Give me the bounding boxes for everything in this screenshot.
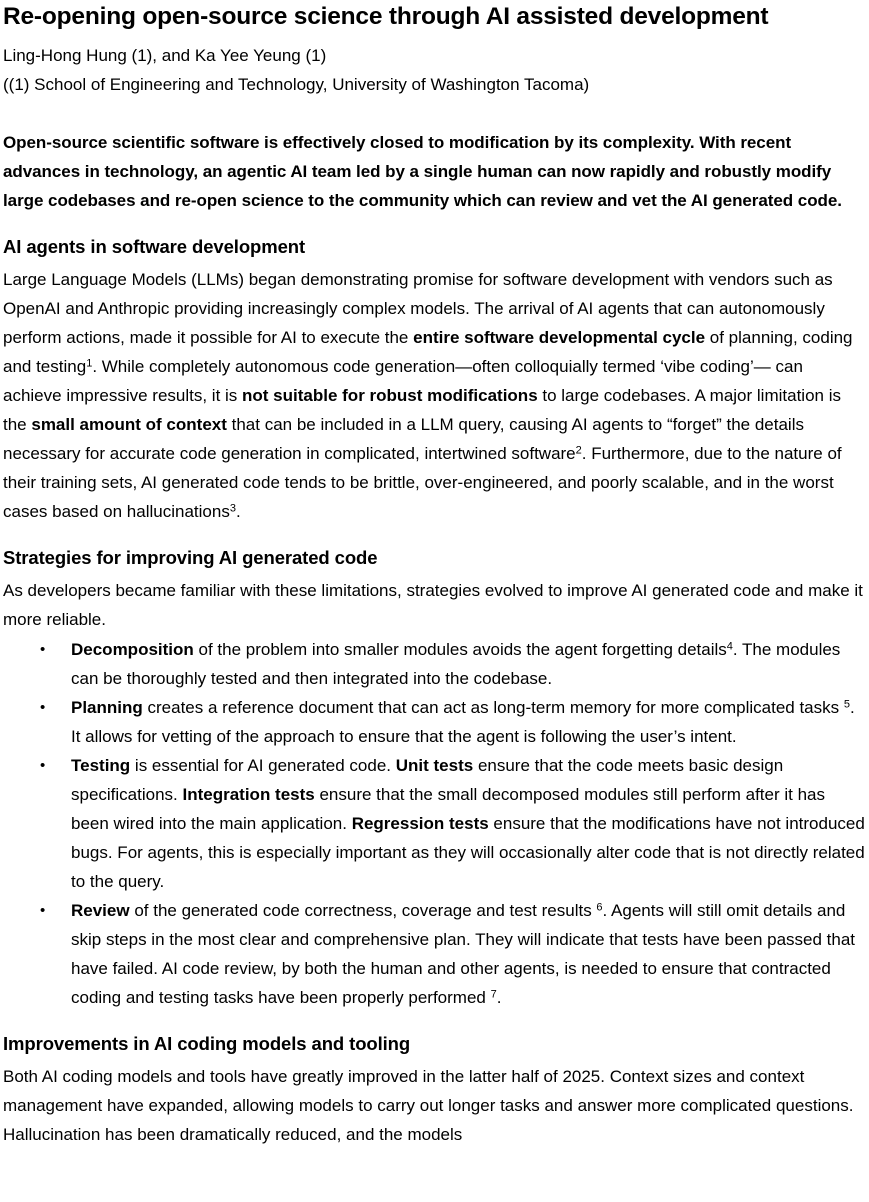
text-segment: . The modules can be thoroughly tested and then integrated into the codebase. [71, 640, 841, 688]
text-segment: . [496, 988, 502, 1007]
citation-marker-7: 7 [490, 988, 497, 1001]
text-segment: . It allows for vetting of the approach to ensure that the agent is following the user’s intent. [71, 698, 855, 746]
text-segment: of planning, coding and testing [3, 328, 853, 376]
emphasis-not-suitable: not suitable for robust modifications [242, 386, 538, 405]
text-segment: creates a reference document that can act as long-term memory for more complicated tasks [142, 698, 844, 717]
emphasis-planning: Planning [71, 698, 143, 717]
emphasis-integration-tests: Integration tests [182, 785, 315, 804]
emphasis-review: Review [71, 901, 130, 920]
paragraph-ai-agents [3, 265, 866, 526]
text-segment: of the generated code correctness, coverage and test results [129, 901, 597, 920]
text-segment: that can be included in a LLM query, causing AI agents to “forget” the details necessary for accurate code generation in complicated, intertwined software [3, 415, 804, 463]
text-segment: is essential for AI generated code. [130, 756, 396, 775]
citation-marker-6: 6 [596, 901, 603, 914]
text-segment: . While completely autonomous code generation—often colloquially termed ‘vibe coding’— can achieve impressive results, it is [3, 357, 803, 405]
text-segment: . Furthermore, due to the nature of their training sets, AI generated code tends to be brittle, over-engineered, and poorly scalable, and in the worst cases based on hallucinations [3, 444, 842, 521]
text-segment: . [235, 502, 241, 521]
bullet-point-icon: • [40, 902, 46, 919]
affiliation-line: ((1) School of Engineering and Technology, University of Washington Tacoma) [3, 75, 590, 94]
emphasis-unit-tests: Unit tests [395, 756, 474, 775]
text-segment: to large codebases. A major limitation is the [3, 386, 841, 434]
citation-marker-3: 3 [229, 502, 236, 515]
list-item [3, 751, 866, 896]
text-segment: ensure that the code meets basic design specifications. [71, 756, 784, 804]
section-heading-strategies: Strategies for improving AI generated code [3, 547, 378, 568]
emphasis-testing: Testing [71, 756, 131, 775]
citation-marker-1: 1 [86, 357, 93, 370]
page-title: Re-opening open-source science through AI assisted development [3, 3, 769, 30]
text-segment: of the problem into smaller modules avoids the agent forgetting details [193, 640, 727, 659]
list-item [3, 693, 866, 751]
emphasis-small-context: small amount of context [31, 415, 227, 434]
citation-marker-5: 5 [843, 698, 850, 711]
text-segment: ensure that the modifications have not introduced bugs. For agents, this is especially important as they will occasionally alter code that is not directly related to the query. [71, 814, 865, 891]
text-segment: . Agents will still omit details and skip steps in the most clear and comprehensive plan. They will indicate that tests have been passed that have failed. AI code review, by both the human and other agents, is needed to ensure that contracted coding and testing tasks have been properly performed [71, 901, 856, 1007]
list-item [3, 896, 866, 1012]
bullet-point-icon: • [40, 757, 46, 774]
section-heading-ai-agents: AI agents in software development [3, 236, 306, 257]
citation-marker-4: 4 [726, 640, 733, 653]
emphasis-entire-cycle: entire software developmental cycle [413, 328, 706, 347]
bullet-point-icon: • [40, 699, 46, 716]
paragraph-strategies-intro: As developers became familiar with these limitations, strategies evolved to improve AI generated code and make it more reliable. [3, 581, 863, 629]
strategies-bullet-list [3, 635, 866, 1012]
emphasis-regression-tests: Regression tests [351, 814, 489, 833]
text-segment: Large Language Models (LLMs) began demonstrating promise for software development with vendors such as OpenAI and Anthropic providing increasingly complex models. The arrival of AI agents that can autonomously perform actions, made it possible for AI to execute the [3, 270, 833, 347]
bullet-point-icon: • [40, 641, 46, 658]
abstract-paragraph: Open-source scientific software is effectively closed to modification by its complexity. With recent advances in technology, an agentic AI team led by a single human can now rapidly and robustly modify large codebases and re-open science to the community which can review and vet the AI generated code. [3, 133, 842, 210]
document-page [3, 2, 866, 1149]
list-item [3, 635, 866, 693]
citation-marker-2: 2 [575, 444, 582, 457]
text-segment: ensure that the small decomposed modules still perform after it has been wired into the main application. [71, 785, 825, 833]
section-heading-improvements: Improvements in AI coding models and tooling [3, 1033, 411, 1054]
paragraph-improvements: Both AI coding models and tools have greatly improved in the latter half of 2025. Context sizes and context management have expanded, allowing models to carry out longer tasks and answer more complicated questions. Hallucination has been dramatically reduced, and the models [3, 1067, 854, 1144]
emphasis-decomposition: Decomposition [71, 640, 194, 659]
authors-line: Ling-Hong Hung (1), and Ka Yee Yeung (1) [3, 46, 327, 65]
